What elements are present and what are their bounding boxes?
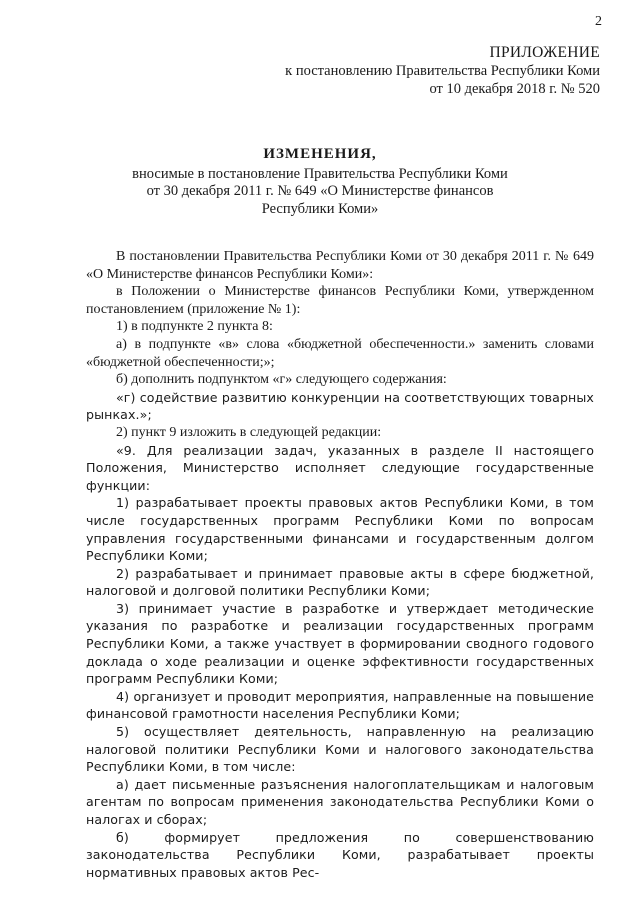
paragraph-regulation: в Положении о Министерстве финансов Республики Коми, утвержденном постановлением (приложение № 1): xyxy=(86,284,594,317)
document-title: ИЗМЕНЕНИЯ, xyxy=(263,146,377,162)
paragraph-function-1: 1) разрабатывает проекты правовых актов Республики Коми, в том числе государственных программ Республики Коми по вопросам управления государственными финансами и государственным долгом Республики Коми; xyxy=(86,495,594,564)
appendix-line-2: от 10 декабря 2018 г. № 520 xyxy=(429,81,600,97)
paragraph-function-4: 4) организует и проводит мероприятия, направленные на повышение финансовой грамотности населения Республики Коми; xyxy=(86,688,594,722)
document-body xyxy=(86,248,594,881)
paragraph-item-2: 2) пункт 9 изложить в следующей редакции: xyxy=(116,424,382,440)
paragraph-subitem-b: б) дополнить подпунктом «г» следующего содержания: xyxy=(116,372,447,388)
appendix-line-1: к постановлению Правительства Республики Коми xyxy=(285,63,600,79)
paragraph-intro: В постановлении Правительства Республики Коми от 30 декабря 2011 г. № 649 «О Министерстве финансов Республики Коми»: xyxy=(86,249,594,282)
paragraph-subitem-a: а) в подпункте «в» слова «бюджетной обеспеченности.» заменить словами «бюджетной обеспеченности;»; xyxy=(86,336,594,370)
paragraph-function-5b: б) формирует предложения по совершенствованию законодательства Республики Коми, разрабатывает проекты нормативных правовых актов Рес- xyxy=(86,829,594,880)
document-title-block xyxy=(0,146,640,218)
paragraph-function-3: 3) принимает участие в разработке и утверждает методические указания по разработке и реализации государственных программ Республики Коми, а также участвует в формировании сводного годового доклада о ходе реализации и оценке эффективности государственных программ Республики Коми; xyxy=(86,600,594,687)
appendix-header xyxy=(285,44,600,98)
title-line-3: Республики Коми» xyxy=(261,200,379,217)
paragraph-function-5: 5) осуществляет деятельность, направленную на реализацию налоговой политики Республики Коми и налогового законодательства Республики Коми, в том числе: xyxy=(86,724,594,775)
paragraph-function-2: 2) разрабатывает и принимает правовые акты в сфере бюджетной, налоговой и долговой политики Республики Коми; xyxy=(86,565,594,599)
paragraph-function-5a: а) дает письменные разъяснения налогоплательщикам и налоговым агентам по вопросам применения законодательства Республики Коми о налогах и сборах; xyxy=(86,776,594,827)
title-line-2: от 30 декабря 2011 г. № 649 «О Министерстве финансов xyxy=(146,183,494,199)
paragraph-item-1: 1) в подпункте 2 пункта 8: xyxy=(116,319,273,335)
title-line-1: вносимые в постановление Правительства Республики Коми xyxy=(132,165,508,182)
paragraph-quote-9: «9. Для реализации задач, указанных в разделе II настоящего Положения, Министерство исполняет следующие государственные функции: xyxy=(86,442,594,493)
paragraph-quote-g: «г) содействие развитию конкуренции на соответствующих товарных рынках.»; xyxy=(86,389,594,423)
appendix-heading: ПРИЛОЖЕНИЕ xyxy=(489,44,600,61)
page-number: 2 xyxy=(595,14,602,29)
